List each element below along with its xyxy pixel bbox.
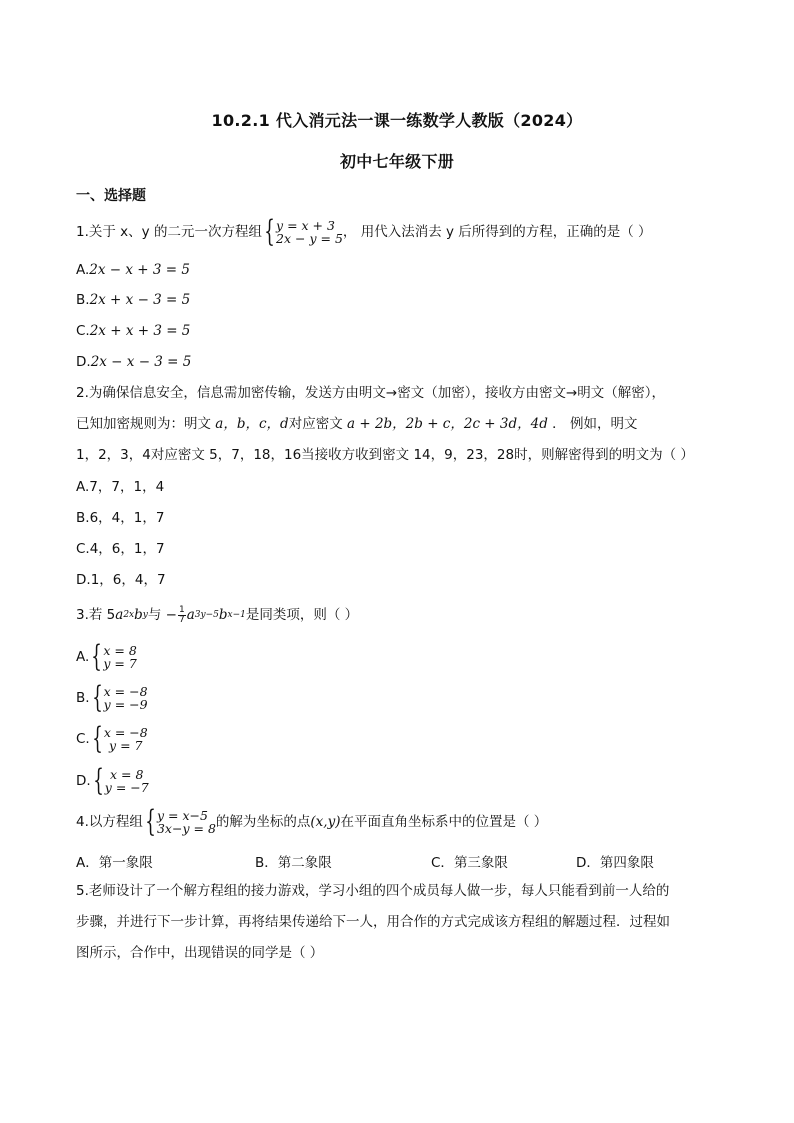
question-1-suffix: ， 用代入法消去 y 后所得到的方程，正确的是（ ） xyxy=(342,224,652,240)
brace-icon: { xyxy=(91,680,103,715)
question-3-option-a: A. { x = 8 y = 7 xyxy=(76,639,137,674)
document-subtitle: 初中七年级下册 xyxy=(339,152,455,171)
brace-icon: { xyxy=(92,721,103,756)
question-1-eq2: 2x − y = 5 xyxy=(276,231,343,246)
question-2-option-a: A.7，7，1，4 xyxy=(76,479,165,495)
brace-icon: { xyxy=(91,639,103,674)
fraction-one-seventh: $\frac{1}{7}$ xyxy=(179,604,185,625)
document-title: 10.2.1 代入消元法一课一练数学人教版（2024） xyxy=(211,111,583,130)
question-2-option-b: B.6，4，1，7 xyxy=(76,510,165,526)
question-4-stem: 4.以方程组 { y = x−5 3x−y = 8 的解为坐标的点 (x,y) 在平面直角坐标系中的位置是（ ） xyxy=(76,804,548,839)
question-4-option-d: D．第四象限 xyxy=(576,855,654,871)
question-3-option-d: D. { x = 8 y = −7 xyxy=(76,763,149,798)
question-4-option-b: B．第二象限 xyxy=(255,855,332,871)
question-2-option-d: D.1，6，4，7 xyxy=(76,572,166,588)
question-1-system xyxy=(262,214,343,249)
question-1-option-d: D.2x − x − 3 = 5 xyxy=(76,354,192,370)
question-5-line-1: 5.老师设计了一个解方程组的接力游戏，学习小组的四个成员每人做一步，每人只能看到前一人给的 xyxy=(76,883,670,899)
question-4-option-c: C．第三象限 xyxy=(431,855,508,871)
question-5-line-2: 步骤，并进行下一步计算，再将结果传递给下一人，用合作的方式完成该方程组的解题过程．过程如 xyxy=(76,914,670,930)
question-2-option-c: C.4，6，1，7 xyxy=(76,541,165,557)
question-5-line-3: 图所示，合作中，出现错误的同学是（ ） xyxy=(76,945,324,961)
question-3-stem: 3.若 5 a 2x b y 与 − $\frac{1}{7}$ a 3y−5 b x−1 是同类项，则（ ） xyxy=(76,604,359,625)
question-2-line-1: 2.为确保信息安全，信息需加密传输，发送方由明文→密文（加密），接收方由密文→明文（解密）， xyxy=(76,385,666,401)
question-1-option-c: C.2x + x + 3 = 5 xyxy=(76,323,191,339)
question-1-option-b: B.2x + x − 3 = 5 xyxy=(76,292,191,308)
brace-icon: { xyxy=(145,804,156,839)
question-2-line-3: 1，2，3，4对应密文 5，7，18，16当接收方收到密文 14，9，23，28时，则解密得到的明文为（ ） xyxy=(76,447,694,463)
question-3-option-c: C. { x = −8 y = 7 xyxy=(76,721,148,756)
question-1-stem xyxy=(76,216,652,248)
brace-icon: { xyxy=(92,763,104,798)
section-heading: 一、选择题 xyxy=(76,188,146,204)
question-3-option-b: B. { x = −8 y = −9 xyxy=(76,680,148,715)
question-2-line-2: 已知加密规则为：明文 a，b，c，d对应密文 a + 2b，2b + c，2c + 3d，4d ． 例如，明文 xyxy=(76,416,638,432)
question-1-prefix: 1.关于 x、y 的二元一次方程组 xyxy=(76,224,262,240)
question-1-option-a: A.2x − x + 3 = 5 xyxy=(76,262,190,278)
brace-icon: { xyxy=(264,214,275,249)
question-4-option-a: A．第一象限 xyxy=(76,855,153,871)
question-1-eq1: y = x + 3 xyxy=(276,218,335,233)
